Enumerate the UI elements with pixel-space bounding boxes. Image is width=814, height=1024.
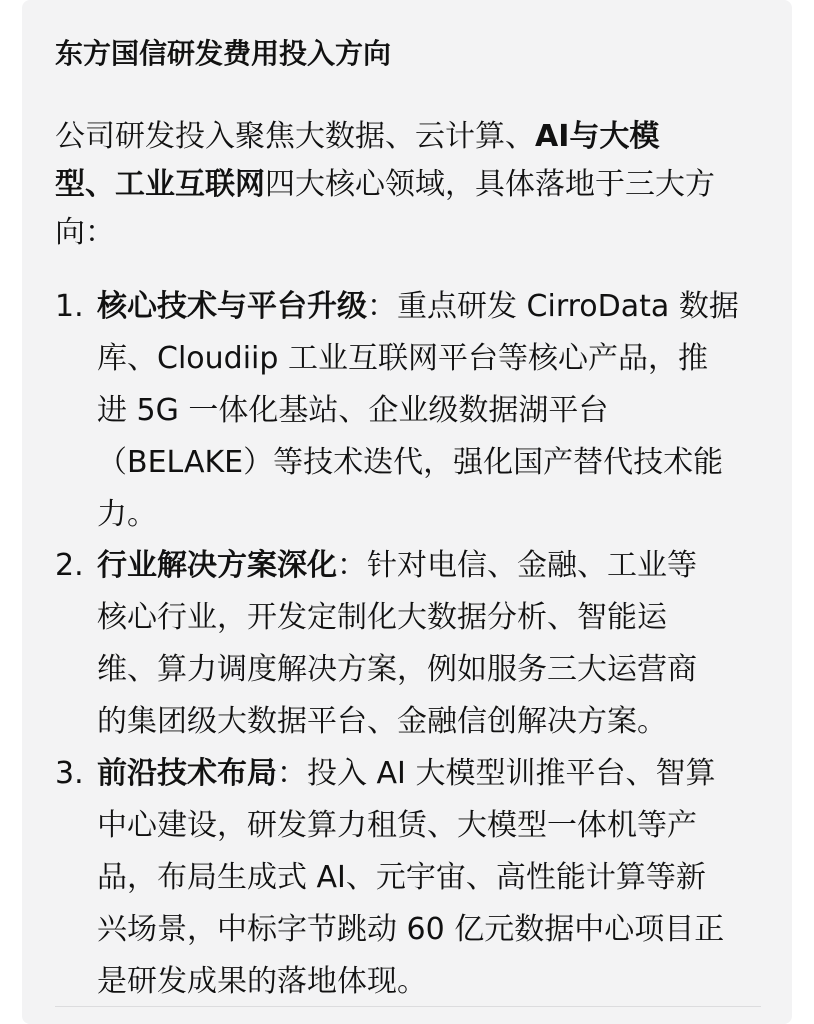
list-item-line: 力。: [97, 497, 157, 532]
list-item-body: [97, 281, 765, 541]
list-item-line: 维、算力调度解决方案，例如服务三大运营商: [97, 652, 697, 687]
list-item-line: 是研发成果的落地体现。: [97, 964, 427, 999]
intro-line-2: [55, 161, 775, 209]
list-item-line: [97, 748, 765, 800]
intro-bold-text: AI与大模: [535, 119, 660, 154]
list-item-text: 重点研发 CirroData 数据: [397, 289, 739, 324]
list-number: 1.: [55, 289, 84, 324]
list-item-line: 核心行业，开发定制化大数据分析、智能运: [97, 600, 667, 635]
divider: [55, 1006, 761, 1007]
intro-text: 向：: [55, 215, 115, 250]
section-title: 东方国信研发费用投入方向: [55, 37, 392, 70]
list-item-heading: 核心技术与平台升级: [97, 289, 367, 324]
intro-line-1: [55, 113, 775, 161]
list-item-body: [97, 540, 765, 748]
intro-line-3: [55, 209, 775, 257]
list-item-body: [97, 748, 765, 1008]
content-card: [22, 0, 792, 1024]
list-item-line: 的集团级大数据平台、金融信创解决方案。: [97, 704, 667, 739]
list-item-colon: ：: [337, 548, 367, 583]
list-item-heading: 行业解决方案深化: [97, 548, 337, 583]
list-item-line: （BELAKE）等技术迭代，强化国产替代技术能: [97, 445, 724, 480]
list-item-colon: ：: [277, 756, 307, 791]
list-item-heading: 前沿技术布局: [97, 756, 277, 791]
list-item-colon: ：: [367, 289, 397, 324]
list-item-line: [97, 540, 765, 592]
list-item-text: 投入 AI 大模型训推平台、智算: [307, 756, 716, 791]
list-item-line: 中心建设，研发算力租赁、大模型一体机等产: [97, 808, 697, 843]
list-item: [55, 540, 765, 748]
list-item-line: 进 5G 一体化基站、企业级数据湖平台: [97, 393, 609, 428]
list-item: [55, 281, 765, 541]
list-item-text: 针对电信、金融、工业等: [367, 548, 697, 583]
intro-paragraph: [55, 113, 775, 257]
list-item-line: [97, 281, 765, 333]
list-number: 3.: [55, 756, 84, 791]
list-number: 2.: [55, 548, 84, 583]
list-item-line: 库、Cloudiip 工业互联网平台等核心产品，推: [97, 341, 708, 376]
intro-text: 公司研发投入聚焦大数据、云计算、: [55, 119, 535, 154]
intro-bold-text: 型、工业互联网: [55, 167, 265, 202]
list-item: [55, 748, 765, 1008]
intro-text: 四大核心领域，具体落地于三大方: [265, 167, 715, 202]
list-item-line: 兴场景，中标字节跳动 60 亿元数据中心项目正: [97, 912, 725, 947]
list-item-line: 品，布局生成式 AI、元宇宙、高性能计算等新: [97, 860, 706, 895]
